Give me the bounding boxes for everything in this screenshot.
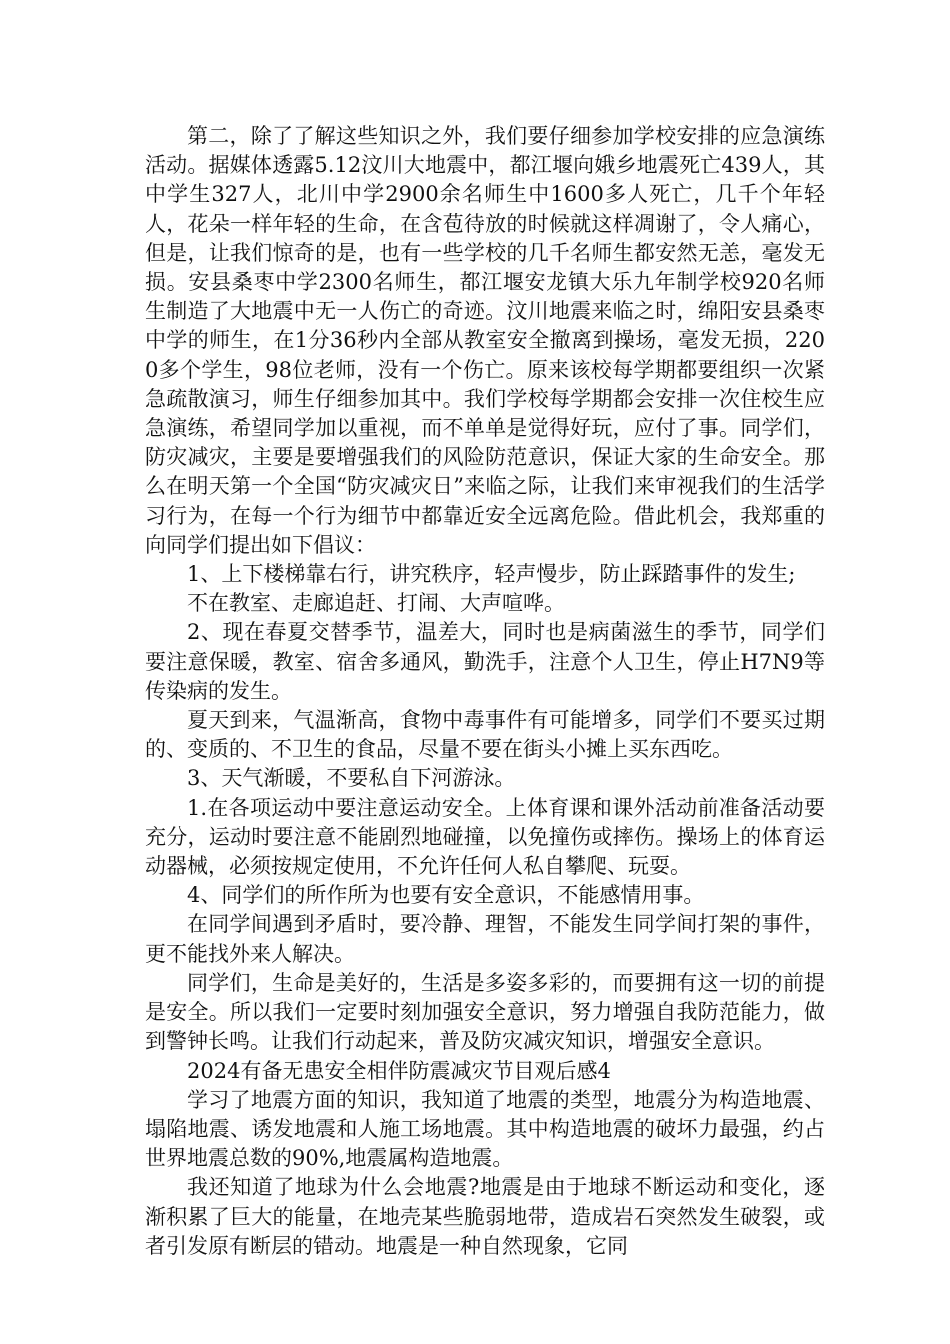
paragraph-food-safety: 夏天到来，气温渐高，食物中毒事件有可能增多，同学们不要买过期的、变质的、不卫生的食品，尽量不要在街头小摊上买东西吃。 (145, 708, 825, 762)
paragraph-proposal-4: 4、同学们的所作所为也要有安全意识，不能感情用事。 (187, 883, 705, 908)
paragraph-earthquake-cause: 我还知道了地球为什么会地震?地震是由于地球不断运动和变化，逐渐积累了巨大的能量，在地壳某些脆弱地带，造成岩石突然发生破裂，或者引发原有断层的错动。地震是一种自然现象，它同 (145, 1175, 825, 1258)
paragraph-conflict: 在同学间遇到矛盾时，要冷静、理智，不能发生同学间打架的事件，更不能找外来人解决。 (145, 912, 825, 966)
paragraph-proposal-1: 1、上下楼梯靠右行，讲究秩序，轻声慢步，防止踩踏事件的发生; (187, 562, 796, 587)
section-heading: 2024有备无患安全相伴防震减灾节目观后感4 (187, 1058, 611, 1083)
paragraph-no-running: 不在教室、走廊追赶、打闹、大声喧哗。 (187, 591, 565, 616)
paragraph-conclusion: 同学们，生命是美好的，生活是多姿多彩的，而要拥有这一切的前提是安全。所以我们一定要时刻加强安全意识，努力增强自我防范能力，做到警钟长鸣。让我们行动起来，普及防灾减灾知识，增强安全意识。 (145, 970, 825, 1054)
paragraph-drill-intro: 第二，除了了解这些知识之外，我们要仔细参加学校安排的应急演练活动。据媒体透露5.12汶川大地震中，都江堰向娥乡地震死亡439人，其中学生327人，北川中学2900余名师生中1600多人死亡，几千个年轻人，花朵一样年轻的生命，在含苞待放的时候就这样凋谢了，令人痛心，但是，让我们惊奇的是，也有一些学校的几千名师生都安然无恙，毫发无损。安县桑枣中学2300名师生，都江堰安龙镇大乐九年制学校920名师生制造了大地震中无一人伤亡的奇迹。汶川地震来临之时，绵阳安县桑枣中学的师生，在1分36秒内全部从教室安全撤离到操场，毫发无损，2200多个学生，98位老师，没有一个伤亡。原来该校每学期都要组织一次紧急疏散演习，师生仔细参加其中。我们学校每学期都会安排一次住校生应急演练，希望同学加以重视，而不单单是觉得好玩，应付了事。同学们，防灾减灾，主要是要增强我们的风险防范意识，保证大家的生命安全。那么在明天第一个全国“防灾减灾日”来临之际，让我们来审视我们的生活学习行为，在每一个行为细节中都靠近安全远离危险。借此机会，我郑重的向同学们提出如下倡议： (145, 124, 825, 557)
paragraph-proposal-3: 3、天气渐暖，不要私自下河游泳。 (187, 766, 516, 791)
document-body (145, 122, 825, 1261)
paragraph-proposal-2: 2、现在春夏交替季节，温差大，同时也是病菌滋生的季节，同学们要注意保暖，教室、宿舍多通风，勤洗手，注意个人卫生，停止H7N9等传染病的发生。 (145, 620, 825, 703)
paragraph-earthquake-types: 学习了地震方面的知识，我知道了地震的类型，地震分为构造地震、塌陷地震、诱发地震和人施工场地震。其中构造地震的破坏力最强，约占世界地震总数的90%,地震属构造地震。 (145, 1087, 825, 1171)
paragraph-sports-safety: 1.在各项运动中要注意运动安全。上体育课和课外活动前准备活动要充分，运动时要注意不能剧烈地碰撞，以免撞伤或摔伤。操场上的体育运动器械，必须按规定使用，不允许任何人私自攀爬、玩耍。 (145, 795, 825, 879)
